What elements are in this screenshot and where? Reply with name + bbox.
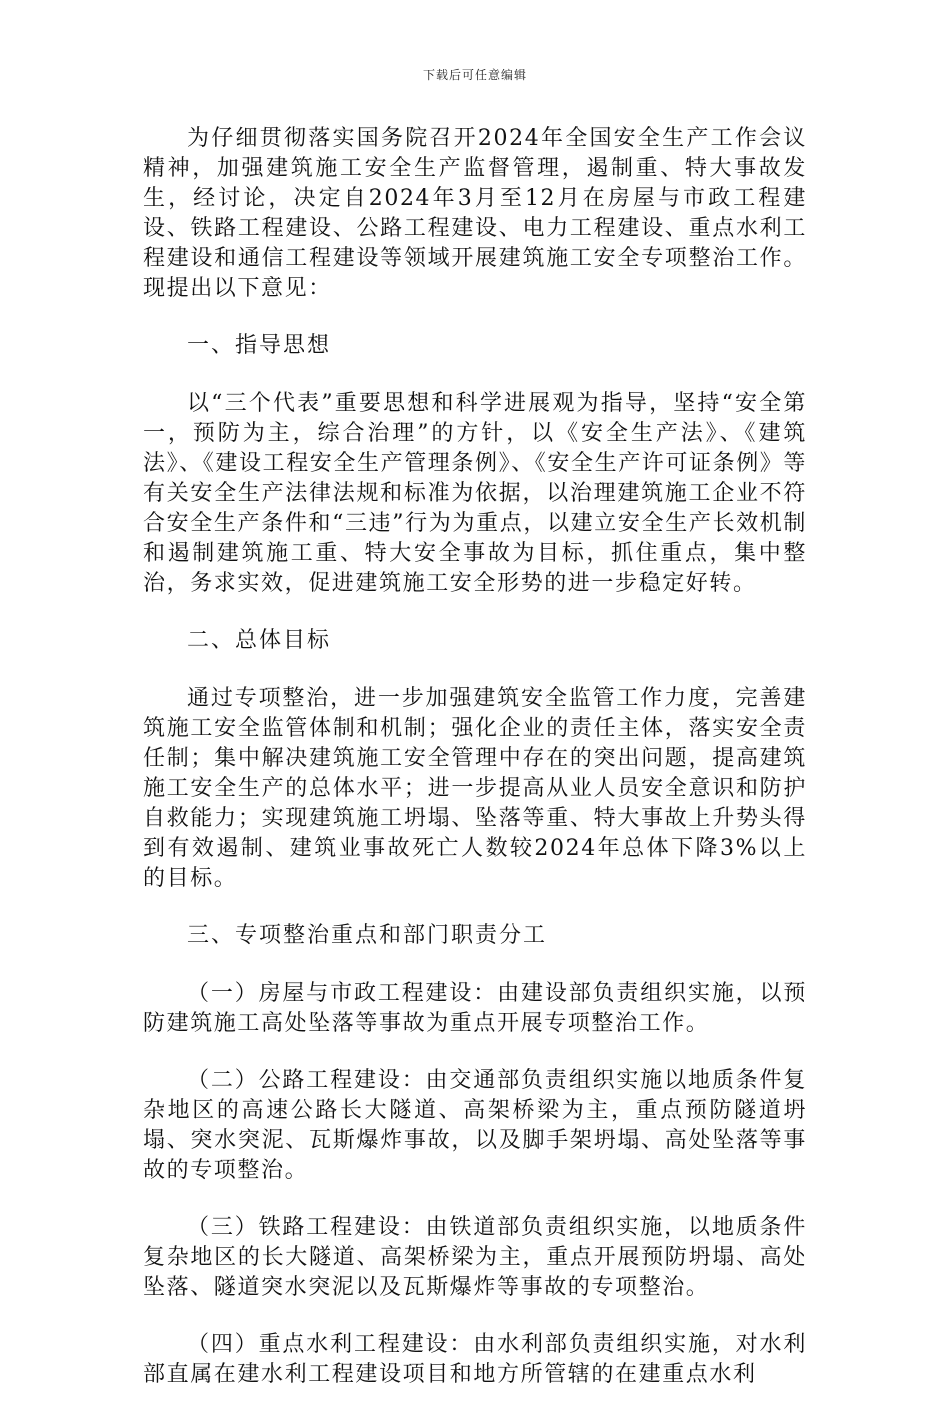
section-heading-guiding-thought: 一、指导思想 bbox=[187, 333, 332, 358]
intro-paragraph: 为仔细贯彻落实国务院召开2024年全国安全生产工作会议精神，加强建筑施工安全生产监督管理，遏制重、特大事故发生，经讨论，决定自2024年3月至12月在房屋与市政工程建设、铁路工程建设、公路工程建设、电力工程建设、重点水利工程建设和通信工程建设等领域开展建筑施工安全专项整治工作。现提出以下意见： bbox=[143, 126, 807, 301]
page-header: 下载后可任意编辑 bbox=[422, 68, 527, 82]
key-point-item: （二）公路工程建设：由交通部负责组织实施以地质条件复杂地区的高速公路长大隧道、高架桥梁为主，重点预防隧道坍塌、突水突泥、瓦斯爆炸事故，以及脚手架坍塌、高处坠落等事故的专项整治。 bbox=[143, 1068, 807, 1183]
document-body bbox=[143, 124, 807, 1417]
key-point-item: （一）房屋与市政工程建设：由建设部负责组织实施，以预防建筑施工高处坠落等事故为重点开展专项整治工作。 bbox=[143, 981, 807, 1036]
key-point-item: （四）重点水利工程建设：由水利部负责组织实施，对水利部直属在建水利工程建设项目和地方所管辖的在建重点水利 bbox=[143, 1332, 807, 1387]
guiding-thought-paragraph: 以“三个代表”重要思想和科学进展观为指导，坚持“安全第一，预防为主，综合治理”的方针，以《安全生产法》、《建筑法》、《建设工程安全生产管理条例》、《安全生产许可证条例》等有关安全生产法律法规和标准为依据，以治理建筑施工企业不符合安全生产条件和“三违”行为为重点，以建立安全生产长效机制和遏制建筑施工重、特大安全事故为目标，抓住重点，集中整治，务求实效，促进建筑施工安全形势的进一步稳定好转。 bbox=[143, 391, 808, 596]
section-heading-overall-goal: 二、总体目标 bbox=[187, 628, 332, 653]
key-point-item: （三）铁路工程建设：由铁道部负责组织实施，以地质条件复杂地区的长大隧道、高架桥梁为主，重点开展预防坍塌、高处坠落、隧道突水突泥以及瓦斯爆炸等事故的专项整治。 bbox=[143, 1215, 807, 1300]
overall-goal-paragraph: 通过专项整治，进一步加强建筑安全监管工作力度，完善建筑施工安全监管体制和机制；强化企业的责任主体，落实安全责任制；集中解决建筑施工安全管理中存在的突出问题，提高建筑施工安全生产的总体水平；进一步提高从业人员安全意识和防护自救能力；实现建筑施工坍塌、坠落等重、特大事故上升势头得到有效遏制、建筑业事故死亡人数较2024年总体下降3%以上的目标。 bbox=[143, 686, 807, 891]
section-heading-key-points: 三、专项整治重点和部门职责分工 bbox=[187, 923, 548, 948]
